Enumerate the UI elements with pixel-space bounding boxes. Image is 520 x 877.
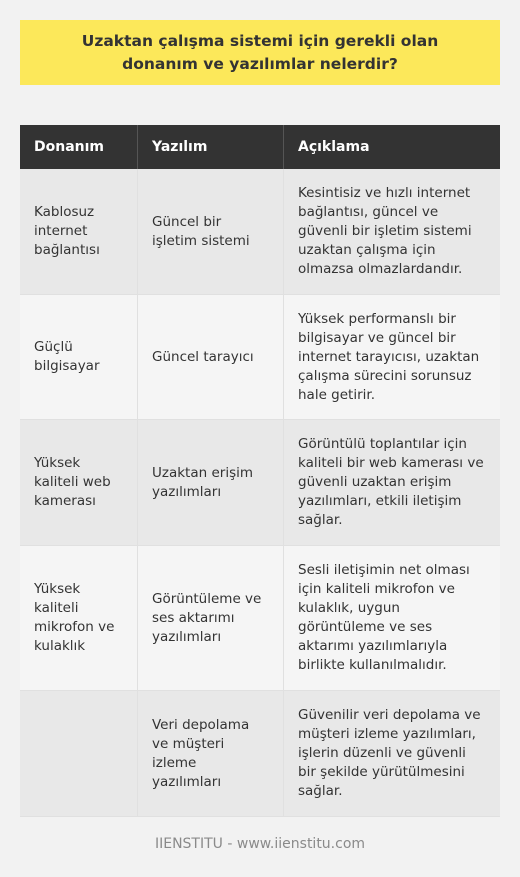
table-row [20,546,500,691]
table-row [20,169,500,295]
cell-yazilim: Uzaktan erişim yazılımları [138,420,284,545]
cell-yazilim: Güncel bir işletim sistemi [138,169,284,294]
table-header-row [20,125,500,169]
header-donanim: Donanım [20,125,138,169]
title-banner [20,20,500,85]
cell-donanim [20,691,138,816]
cell-aciklama: Güvenilir veri depolama ve müşteri izleme yazılımları, işlerin düzenli ve güvenli bir şekilde yürütülmesini sağlar. [298,707,481,799]
cell-aciklama: Sesli iletişimin net olması için kaliteli mikrofon ve kulaklık, uygun görüntüleme ve ses aktarımı yazılımlarıyla birlikte kullanılmalıdır. [298,562,470,673]
table-row [20,295,500,420]
table-row [20,420,500,546]
table-row [20,691,500,817]
footer-credit: IIENSTITU - www.iienstitu.com [154,836,366,852]
cell-donanim: Yüksek kaliteli web kamerası [20,420,138,545]
cell-donanim: Yüksek kaliteli mikrofon ve kulaklık [20,546,138,690]
page-title: Uzaktan çalışma sistemi için gerekli olan donanım ve yazılımlar nelerdir? [81,31,439,73]
cell-yazilim: Veri depolama ve müşteri izleme yazılımları [138,691,284,816]
cell-donanim: Güçlü bilgisayar [20,295,138,419]
cell-yazilim: Güncel tarayıcı [138,295,284,419]
cell-donanim: Kablosuz internet bağlantısı [20,169,138,294]
header-aciklama: Açıklama [298,138,370,155]
header-yazilim: Yazılım [138,125,284,169]
cell-aciklama: Kesintisiz ve hızlı internet bağlantısı, güncel ve güvenli bir işletim sistemi uzaktan çalışma için olmazsa olmazlardandır. [298,185,472,277]
cell-aciklama: Görüntülü toplantılar için kaliteli bir web kamerası ve güvenli uzaktan erişim yazılımları, etkili iletişim sağlar. [298,436,484,528]
cell-yazilim: Görüntüleme ve ses aktarımı yazılımları [138,546,284,690]
hardware-software-table [20,125,500,817]
cell-aciklama: Yüksek performanslı bir bilgisayar ve güncel bir internet tarayıcısı, uzaktan çalışma sürecini sorunsuz hale getirir. [298,310,480,403]
